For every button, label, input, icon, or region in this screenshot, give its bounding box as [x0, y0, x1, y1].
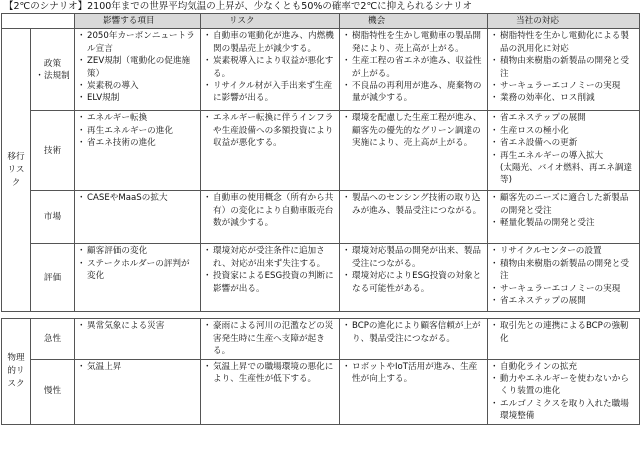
response-cell [488, 359, 640, 424]
opportunity-cell [340, 111, 488, 191]
risk-cell [201, 244, 340, 312]
response-list [491, 192, 636, 229]
subcategory-cell: 技術 [31, 111, 75, 191]
impact-item: ・ ELV規制 [78, 92, 197, 104]
table-row [2, 111, 640, 191]
opportunity-item: ・ 環境対応によりESG投資の対象となる可能性がある。 [343, 270, 484, 295]
opportunity-item: ・ 環境を配慮した生産工程が進み、顧客先の優先的なグリーン調達の実施により、売上高が上がる。 [343, 112, 484, 149]
opportunity-item: ・ 樹脂特性を生かし電動車の製品開発により、売上高が上がる。 [343, 30, 484, 55]
risk-cell [201, 359, 340, 424]
header-response: 当社の対応 [488, 14, 640, 29]
risk-list [204, 30, 336, 104]
impact-list [78, 320, 197, 332]
spacer-cell [2, 312, 640, 319]
opportunity-list [343, 112, 484, 149]
opportunity-cell [340, 319, 488, 359]
impact-list [78, 30, 197, 104]
response-item: ・ サーキュラーエコノミーの実現 [491, 283, 636, 295]
opportunity-cell [340, 359, 488, 424]
risk-item: ・ 自動車の電動化が進み、内燃機関の製品売上が減少する。 [204, 30, 336, 55]
opportunity-list [343, 245, 484, 295]
risk-item: ・ 豪雨による河川の氾濫などの災害発生時に生産へ支障が起きる。 [204, 320, 336, 357]
risk-list [204, 245, 336, 295]
impact-cell [75, 359, 201, 424]
scenario-table [1, 13, 640, 425]
risk-item: ・ リサイクル材が入手出来ず生産に影響が出る。 [204, 80, 336, 105]
table-row [2, 191, 640, 244]
response-item: ・ 省エネステップの展開 [491, 295, 636, 307]
subcategory-cell: 政策 ・法規制 [31, 29, 75, 111]
response-item: ・ 生産ロスの極小化 [491, 125, 636, 137]
response-list [491, 112, 636, 186]
response-item: ・ 省エネステップの展開 [491, 112, 636, 124]
table-row [2, 319, 640, 359]
impact-cell [75, 29, 201, 111]
response-item: ・ 積物由来樹脂の新製品の開発と受注 [491, 258, 636, 283]
response-cell [488, 244, 640, 312]
opportunity-list [343, 30, 484, 104]
response-item: ・ 樹脂特性を生かし電動化による製品の汎用化に対応 [491, 30, 636, 55]
impact-item: ・ 省エネ技術の進化 [78, 137, 197, 149]
opportunity-list [343, 320, 484, 345]
opportunity-cell [340, 29, 488, 111]
subcategory-cell: 急性 [31, 319, 75, 359]
risk-cell [201, 191, 340, 244]
risk-list [204, 112, 336, 149]
response-item: ・ 業務の効率化、ロス削減 [491, 92, 636, 104]
table-row [2, 359, 640, 424]
impact-item: ・ ステークホルダーの評判が変化 [78, 258, 197, 283]
response-item: ・ 軽量化製品の開発と受注 [491, 217, 636, 229]
impact-item: ・ 炭素税の導入 [78, 80, 197, 92]
impact-list [78, 245, 197, 282]
impact-cell [75, 244, 201, 312]
impact-list [78, 361, 197, 373]
response-item: ・ サーキュラーエコノミーの実現 [491, 80, 636, 92]
impact-item: ・ 2050年カーボンニュートラル宣言 [78, 30, 197, 55]
table-row [2, 29, 640, 111]
impact-list [78, 192, 197, 204]
opportunity-item: ・ 不良品の再利用が進み、廃棄物の量が減少する。 [343, 80, 484, 105]
opportunity-cell [340, 244, 488, 312]
header-risk: リスク [201, 14, 340, 29]
response-list [491, 361, 636, 423]
header-opportunity: 機会 [340, 14, 488, 29]
opportunity-item: ・ 環境対応製品の開発が出来、製品受注につながる。 [343, 245, 484, 270]
risk-item: ・ 炭素税導入により収益が悪化する。 [204, 55, 336, 80]
response-item: ・ 再生エネルギーの導入拡大 [491, 150, 636, 162]
response-item: ・ リサイクルセンターの設置 [491, 245, 636, 257]
impact-item: ・ 再生エネルギーの進化 [78, 125, 197, 137]
subcategory-cell: 慢性 [31, 359, 75, 424]
impact-cell [75, 319, 201, 359]
opportunity-item: ・ 生産工程の省エネが進み、収益性が上がる。 [343, 55, 484, 80]
table-row [2, 244, 640, 312]
subcategory-cell: 市場 [31, 191, 75, 244]
page-title: 【2℃のシナリオ】2100年までの世界平均気温の上昇が、少なくとも50%の確率で2℃に抑えられるシナリオ [4, 1, 473, 12]
impact-item: ・ ZEV規制（電動化の促進施策） [78, 55, 197, 80]
risk-item: ・ 気温上昇での職場環境の悪化により、生産性が低下する。 [204, 361, 336, 386]
impact-cell [75, 111, 201, 191]
category-cell: 物理的リスク [2, 319, 31, 424]
response-item: ・ エルゴノミクスを取り入れた職場環境整備 [491, 398, 636, 423]
response-item: ・ 自動化ラインの拡充 [491, 361, 636, 373]
impact-item: ・ 異常気象による災害 [78, 320, 197, 332]
response-cell [488, 111, 640, 191]
impact-item: ・ 顧客評価の変化 [78, 245, 197, 257]
opportunity-list [343, 361, 484, 386]
header-blank [2, 14, 75, 29]
opportunity-cell [340, 191, 488, 244]
header-items: 影響する項目 [75, 14, 201, 29]
risk-item: ・ 投資家によるESG投資の判断に影響が出る。 [204, 270, 336, 295]
impact-item: ・ 気温上昇 [78, 361, 197, 373]
response-list [491, 30, 636, 104]
risk-cell [201, 29, 340, 111]
impact-list [78, 112, 197, 149]
risk-item: ・ 環境対応が受注条件に追加され、対応が出来ず失注する。 [204, 245, 336, 270]
risk-item: ・ 自動車の使用概念（所有から共有）の変化により自動車販売台数が減少する。 [204, 192, 336, 229]
group-spacer [2, 312, 640, 319]
response-item: ・ 動力やエネルギーを使わないからくり装置の進化 [491, 373, 636, 398]
risk-cell [201, 319, 340, 359]
response-item: ・ 積物由来樹脂の新製品の開発と受注 [491, 55, 636, 80]
opportunity-list [343, 192, 484, 217]
header-row [2, 14, 640, 29]
response-cell [488, 319, 640, 359]
risk-item: ・ エネルギー転換に伴うインフラや生産設備への多額投資により収益が悪化する。 [204, 112, 336, 149]
response-item: ・ 取引先との連携によるBCPの強靭化 [491, 320, 636, 345]
response-item: ・ 顧客先のニーズに適合した新製品の開発と受注 [491, 192, 636, 217]
opportunity-item: ・ 製品へのセンシング技術の取り込みが進み、製品受注につながる。 [343, 192, 484, 217]
category-cell: 移行リスク [2, 29, 31, 312]
opportunity-item: ・ BCPの進化により顧客信頼が上がり、製品受注につながる。 [343, 320, 484, 345]
risk-cell [201, 111, 340, 191]
risk-list [204, 361, 336, 386]
response-item: (太陽光、バイオ燃料、再エネ調達等) [500, 163, 633, 186]
response-list [491, 245, 636, 307]
response-cell [488, 191, 640, 244]
subcategory-cell: 評価 [31, 244, 75, 312]
impact-cell [75, 191, 201, 244]
response-list [491, 320, 636, 345]
risk-list [204, 320, 336, 357]
response-item: ・ 省エネ設備への更新 [491, 137, 636, 149]
risk-list [204, 192, 336, 229]
opportunity-item: ・ ロボットやIoT活用が進み、生産性が向上する。 [343, 361, 484, 386]
response-cell [488, 29, 640, 111]
impact-item: ・ CASEやMaaSの拡大 [78, 192, 197, 204]
impact-item: ・ エネルギー転換 [78, 112, 197, 124]
